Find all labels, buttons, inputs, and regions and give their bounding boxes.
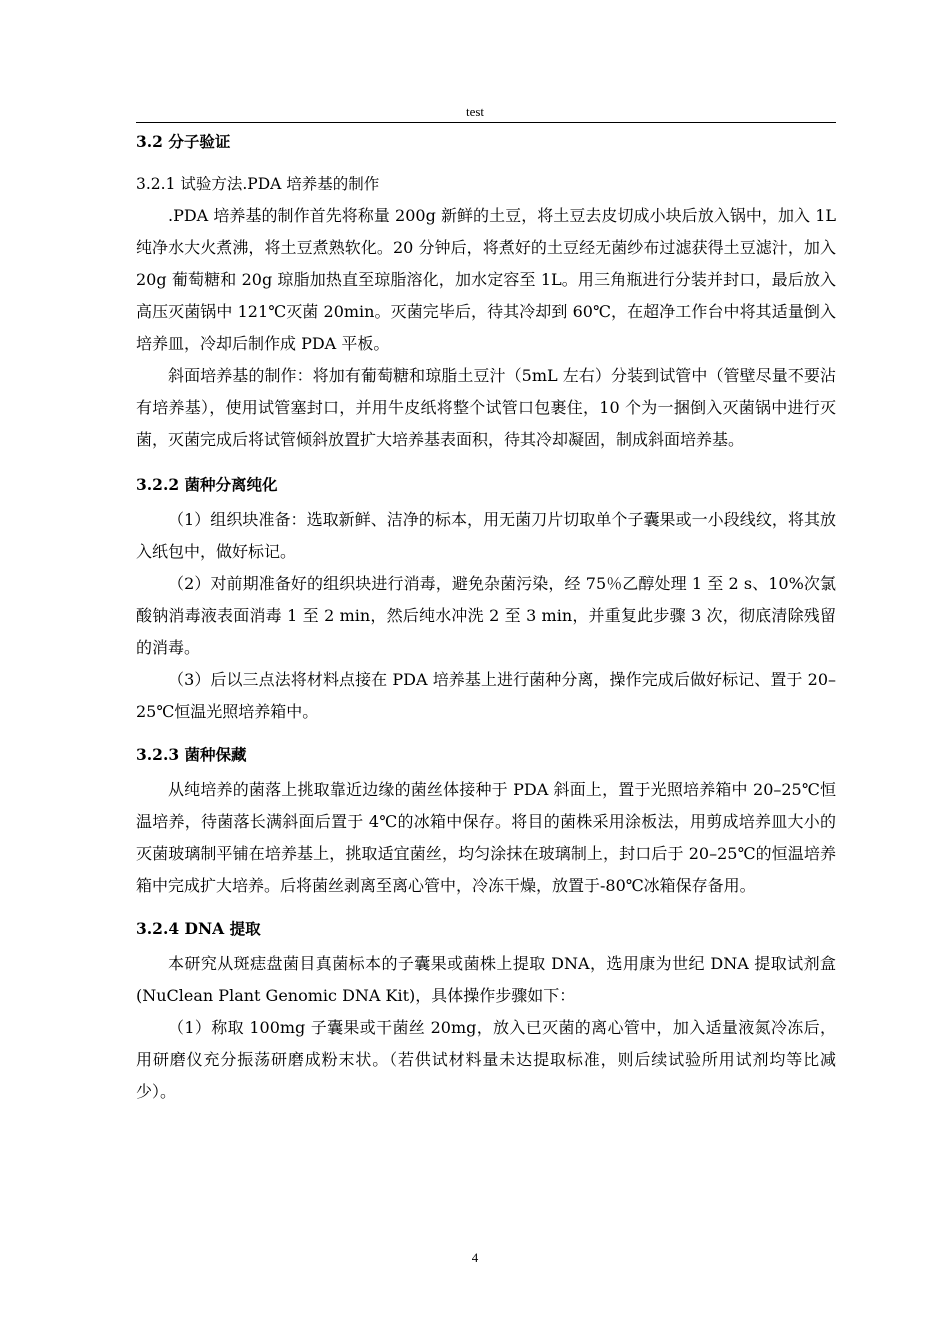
paragraph-dna-extraction-intro: 本研究从斑痣盘菌目真菌标本的子囊果或菌株上提取 DNA，选用康为世纪 DNA 提取试剂盒 (NuClean Plant Genomic DNA Kit)，具体操作步骤如下：: [136, 954, 836, 1005]
paragraph-slant-medium: 斜面培养基的制作：将加有葡萄糖和琼脂土豆汁（5mL 左右）分装到试管中（管壁尽量不要沾有培养基），使用试管塞封口，并用牛皮纸将整个试管口包裹住，10 个为一捆倒入灭菌锅中进行灭菌，灭菌完成后将试管倾斜放置扩大培养基表面积，待其冷却凝固，制成斜面培养基。: [136, 366, 836, 449]
paragraph-tissue-prep: （1）组织块准备：选取新鲜、洁净的标本，用无菌刀片切取单个子囊果或一小段线纹，将其放入纸包中，做好标记。: [136, 510, 836, 561]
header-rule: [136, 122, 836, 123]
page-number: 4: [471, 1250, 479, 1265]
section-3-2-1-title: 3.2.1 试验方法.PDA 培养基的制作: [136, 175, 380, 193]
paragraph-isolation: （3）后以三点法将材料点接在 PDA 培养基上进行菌种分离，操作完成后做好标记、置于 20–25℃恒温光照培养箱中。: [136, 670, 836, 721]
paragraph-disinfection: （2）对前期准备好的组织块进行消毒，避免杂菌污染，经 75％乙醇处理 1 至 2 s、10%次氯酸钠消毒液表面消毒 1 至 2 min，然后纯水冲洗 2 至 3 min，并重复此步骤 3 次，彻底清除残留的消毒。: [136, 574, 836, 657]
running-header: test: [465, 104, 485, 119]
section-3-2-4-title: 3.2.4 DNA 提取: [136, 919, 261, 938]
paragraph-strain-preservation: 从纯培养的菌落上挑取靠近边缘的菌丝体接种于 PDA 斜面上，置于光照培养箱中 20–25℃恒温培养，待菌落长满斜面后置于 4℃的冰箱中保存。将目的菌株采用涂板法，用剪成培养皿大小的灭菌玻璃制平铺在培养基上，挑取适宜菌丝，均匀涂抹在玻璃制上，封口后于 20–25℃的恒温培养箱中完成扩大培养。后将菌丝剥离至离心管中，冷冻干燥，放置于-80℃冰箱保存备用。: [136, 780, 836, 895]
section-3-2-3-title: 3.2.3 菌种保藏: [136, 745, 247, 764]
section-3-2-title: 3.2 分子验证: [136, 132, 231, 151]
paragraph-dna-extraction-step1: （1）称取 100mg 子囊果或干菌丝 20mg，放入已灭菌的离心管中，加入适量液氮冷冻后，用研磨仪充分振荡研磨成粉末状。（若供试材料量未达提取标准，则后续试验所用试剂均等比减少）。: [136, 1018, 836, 1101]
page-body: [136, 131, 836, 1108]
paragraph-pda-medium: .PDA 培养基的制作首先将称量 200g 新鲜的土豆，将土豆去皮切成小块后放入锅中，加入 1L 纯净水大火煮沸，将土豆煮熟软化。20 分钟后，将煮好的土豆经无菌纱布过滤获得土豆滤汁，加入 20g 葡萄糖和 20g 琼脂加热直至琼脂溶化，加水定容至 1L。用三角瓶进行分装并封口，最后放入高压灭菌锅中 121℃灭菌 20min。灭菌完毕后，待其冷却到 60℃，在超净工作台中将其适量倒入培养皿，冷却后制作成 PDA 平板。: [136, 206, 836, 353]
section-3-2-2-title: 3.2.2 菌种分离纯化: [136, 475, 278, 494]
